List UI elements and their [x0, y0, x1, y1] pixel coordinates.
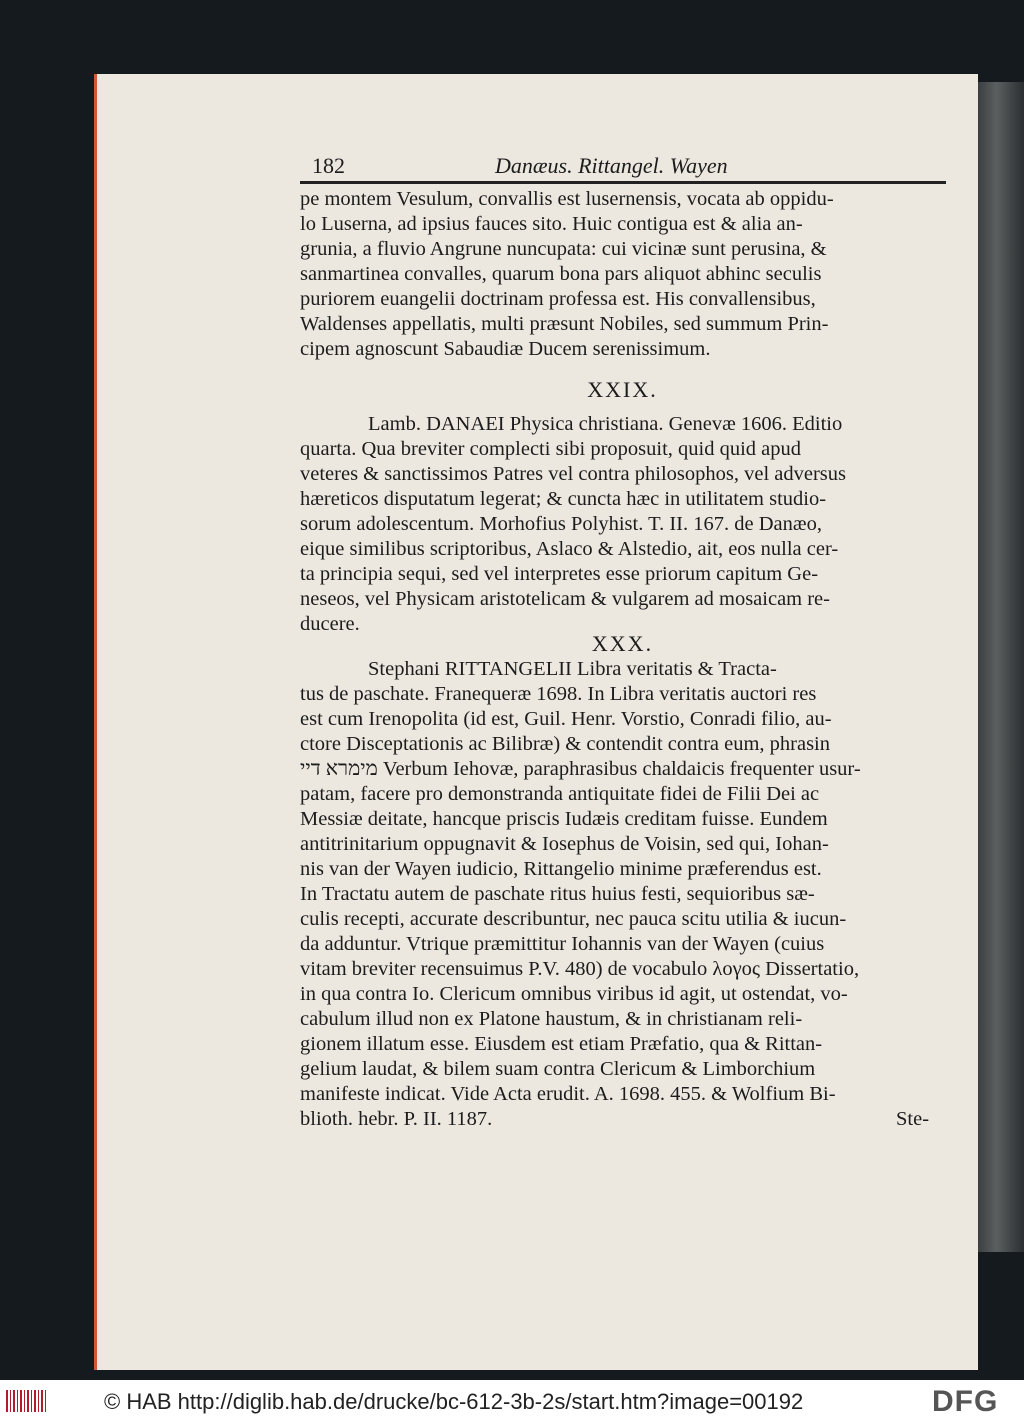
page-number: 182 — [312, 153, 345, 178]
text-line: grunia, a fluvio Angrune nuncupata: cui vicinæ sunt perusina, & — [300, 238, 827, 260]
text-line: sanmartinea convalles, quarum bona pars aliquot abhinc seculis — [300, 263, 822, 285]
text-line: nis van der Wayen iudicio, Rittangelio minime præferendus est. — [300, 858, 822, 880]
text-line: vitam breviter recensuimus P.V. 480) de vocabulo λογος Dissertatio, — [300, 958, 860, 980]
text-line: In Tractatu autem de paschate ritus huius festi, sequioribus sæ- — [300, 883, 815, 905]
text-line: da adduntur. Vtrique præmittitur Iohannis van der Wayen (cuius — [300, 933, 825, 955]
text-line: veteres & sanctissimos Patres vel contra philosophos, vel adversus — [300, 463, 846, 485]
text-line: manifeste indicat. Vide Acta erudit. A. 1698. 455. & Wolfium Bi- — [300, 1083, 836, 1105]
text-line: cabulum illud non ex Platone haustum, & in christianam reli- — [300, 1008, 803, 1030]
section-heading: XXX. — [591, 631, 654, 656]
text-line: puriorem euangelii doctrinam professa est. His convallensibus, — [300, 288, 816, 310]
text-line: ta principia sequi, sed vel interpretes esse priorum capitum Ge- — [300, 563, 819, 585]
dfg-logo: DFG — [932, 1385, 999, 1418]
header-rule — [300, 181, 946, 184]
text-line: Stephani RITTANGELII Libra veritatis & Tracta- — [368, 658, 777, 680]
next-page-edge — [978, 82, 1024, 1252]
copyright-link[interactable]: © HAB http://diglib.hab.de/drucke/bc-612-3b-2s/start.htm?image=00192 — [104, 1389, 804, 1414]
text-line: eique similibus scriptoribus, Aslaco & Alstedio, ait, eos nulla cer- — [300, 538, 839, 560]
text-line: Messiæ deitate, hancque priscis Iudæis creditam fuisse. Eundem — [300, 808, 828, 830]
text-line: Waldenses appellatis, multi præsunt Nobiles, sed summum Prin- — [300, 313, 829, 335]
footer-bar — [0, 1380, 1024, 1425]
text-line: ctore Disceptationis ac Bilibræ) & contendit contra eum, phrasin — [300, 733, 831, 755]
text-line: patam, facere pro demonstranda antiquitate fidei de Filii Dei ac — [300, 783, 820, 805]
running-head: Danæus. Rittangel. Wayen — [495, 153, 728, 178]
text-line: antitrinitarium oppugnavit & Iosephus de Voisin, sed qui, Iohan- — [300, 833, 829, 855]
catchword: Ste- — [896, 1108, 930, 1130]
text-line: in qua contra Io. Clericum omnibus viribus id agit, ut ostendat, vo- — [300, 983, 848, 1005]
text-line: ducere. — [300, 613, 360, 635]
text-line: Lamb. DANAEI Physica christiana. Genevæ 1606. Editio — [368, 413, 843, 435]
text-line: hæreticos disputatum legerat; & cuncta hæc in utilitatem studio- — [300, 488, 827, 510]
text-line: gelium laudat, & bilem suam contra Clericum & Limborchium — [300, 1058, 816, 1080]
section-heading: XXIX. — [587, 377, 658, 402]
text-line: lo Luserna, ad ipsius fauces sito. Huic contigua est & alia an- — [300, 213, 803, 235]
text-line: quarta. Qua breviter complecti sibi proposuit, quid quid apud — [300, 438, 801, 460]
text-line: tus de paschate. Franequeræ 1698. In Libra veritatis auctori res — [300, 683, 817, 705]
barcode-icon — [6, 1390, 46, 1412]
text-line: cipem agnoscunt Sabaudiæ Ducem serenissimum. — [300, 338, 711, 360]
text-line: מימרא דיי Verbum Iehovæ, paraphrasibus chaldaicis frequenter usur- — [300, 758, 861, 780]
text-line: blioth. hebr. P. II. 1187. — [300, 1108, 493, 1130]
text-line: gionem illatum esse. Eiusdem est etiam Præfatio, qua & Rittan- — [300, 1033, 823, 1055]
text-line: pe montem Vesulum, convallis est lusernensis, vocata ab oppidu- — [300, 188, 834, 210]
text-line: neseos, vel Physicam aristotelicam & vulgarem ad mosaicam re- — [300, 588, 830, 610]
text-line: sorum adolescentum. Morhofius Polyhist. T. II. 167. de Danæo, — [300, 513, 822, 535]
text-line: culis recepti, accurate describuntur, nec pauca scitu utilia & iucun- — [300, 908, 847, 930]
text-line: est cum Irenopolita (id est, Guil. Henr. Vorstio, Conradi filio, au- — [300, 708, 832, 730]
